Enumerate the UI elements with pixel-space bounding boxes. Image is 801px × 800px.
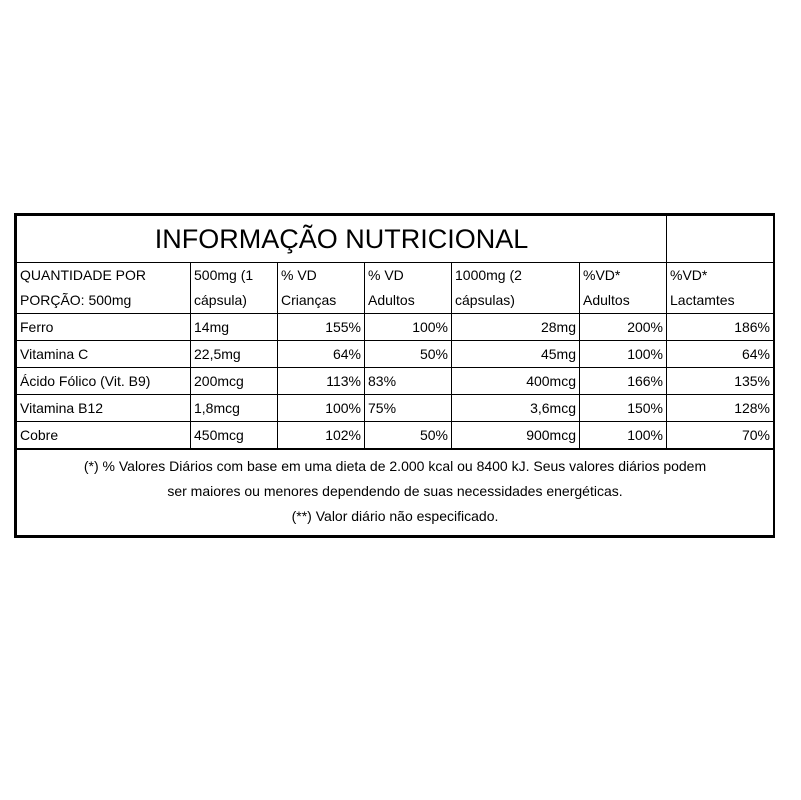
vd-lactantes: 64% (667, 341, 774, 368)
header-portion-l1: QUANTIDADE POR (20, 267, 147, 283)
nutrient-name: Vitamina B12 (17, 395, 191, 422)
header-1000mg-l1: 1000mg (2 (455, 267, 522, 283)
header-vd-adultos-l2: Adultos (368, 292, 415, 308)
amount-1000mg: 3,6mcg (452, 395, 580, 422)
vd-adultos-2: 100% (580, 341, 667, 368)
footnote-row (17, 449, 774, 536)
header-vd-criancas-l2: Crianças (281, 292, 337, 308)
nutrient-name: Vitamina C (17, 341, 191, 368)
header-vd-adultos-2 (580, 263, 667, 314)
footnote-line-1: (*) % Valores Diários com base em uma dieta de 2.000 kcal ou 8400 kJ. Seus valores diários podem (83, 458, 707, 474)
table-row (17, 314, 774, 341)
table-row (17, 422, 774, 450)
table-title: INFORMAÇÃO NUTRICIONAL (17, 216, 667, 263)
amount-1000mg: 28mg (452, 314, 580, 341)
title-row (17, 216, 774, 263)
header-vd-lactantes-l1: %VD* (670, 267, 708, 283)
amount-500mg: 200mcg (191, 368, 278, 395)
vd-adultos: 50% (365, 422, 452, 450)
amount-1000mg: 45mg (452, 341, 580, 368)
nutrient-name: Cobre (17, 422, 191, 450)
header-vd-lactantes (667, 263, 774, 314)
vd-adultos-2: 200% (580, 314, 667, 341)
table-row (17, 395, 774, 422)
header-portion-l2: PORÇÃO: 500mg (20, 292, 132, 308)
vd-lactantes: 128% (667, 395, 774, 422)
vd-lactantes: 186% (667, 314, 774, 341)
table-row (17, 341, 774, 368)
nutrient-name: Ácido Fólico (Vit. B9) (17, 368, 191, 395)
vd-adultos: 75% (365, 395, 452, 422)
nutrient-name: Ferro (17, 314, 191, 341)
vd-adultos-2: 100% (580, 422, 667, 450)
header-1000mg (452, 263, 580, 314)
nutrition-table (14, 213, 775, 538)
table-row (17, 368, 774, 395)
header-500mg-l2: cápsula) (194, 292, 247, 308)
header-portion (17, 263, 191, 314)
title-blank-cell (667, 216, 774, 263)
amount-500mg: 14mg (191, 314, 278, 341)
header-vd-adultos-l1: % VD (368, 267, 404, 283)
vd-adultos: 50% (365, 341, 452, 368)
footnote-line-2: ser maiores ou menores dependendo de suas necessidades energéticas. (167, 483, 623, 499)
vd-criancas: 100% (278, 395, 365, 422)
header-vd-criancas-l1: % VD (281, 267, 317, 283)
footnote-line-3: (**) Valor diário não especificado. (291, 508, 499, 524)
vd-adultos: 100% (365, 314, 452, 341)
vd-adultos-2: 166% (580, 368, 667, 395)
amount-500mg: 22,5mg (191, 341, 278, 368)
header-vd-lactantes-l2: Lactamtes (670, 292, 735, 308)
amount-1000mg: 400mcg (452, 368, 580, 395)
vd-lactantes: 70% (667, 422, 774, 450)
vd-criancas: 102% (278, 422, 365, 450)
header-row (17, 263, 774, 314)
vd-adultos-2: 150% (580, 395, 667, 422)
header-500mg-l1: 500mg (1 (194, 267, 254, 283)
header-vd-adultos-2-l2: Adultos (583, 292, 630, 308)
footnote (17, 449, 774, 536)
header-500mg (191, 263, 278, 314)
vd-criancas: 64% (278, 341, 365, 368)
header-vd-adultos-2-l1: %VD* (583, 267, 621, 283)
amount-500mg: 450mcg (191, 422, 278, 450)
header-vd-adultos (365, 263, 452, 314)
vd-criancas: 113% (278, 368, 365, 395)
vd-lactantes: 135% (667, 368, 774, 395)
amount-500mg: 1,8mcg (191, 395, 278, 422)
amount-1000mg: 900mcg (452, 422, 580, 450)
vd-adultos: 83% (365, 368, 452, 395)
vd-criancas: 155% (278, 314, 365, 341)
header-vd-criancas (278, 263, 365, 314)
header-1000mg-l2: cápsulas) (455, 292, 515, 308)
